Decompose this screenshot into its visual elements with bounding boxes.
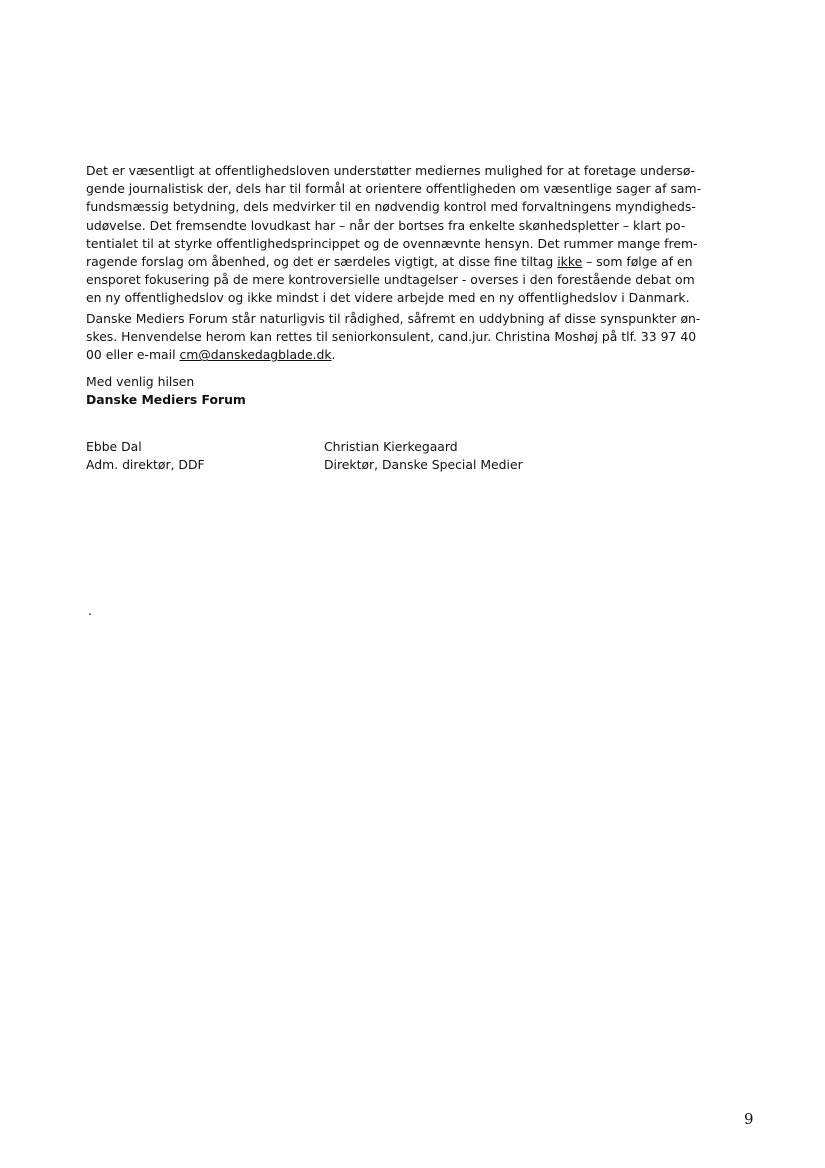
page-number: 9 [744, 1110, 754, 1128]
text-line: fundsmæssig betydning, dels medvirker til en nødvendig kontrol med forvaltningens myndigheds- [86, 199, 696, 215]
signatory-1 [86, 438, 205, 475]
body-paragraph-2 [86, 310, 756, 365]
text-run: . [331, 347, 336, 363]
underlined-word: ikke [557, 254, 583, 270]
text-line: en ny offentlighedslov og ikke mindst i det videre arbejde med en ny offentlighedslov i Danmark. [86, 290, 690, 306]
text-line [86, 346, 756, 364]
text-line: tentialet til at styrke offentlighedsprincippet og de ovennævnte hensyn. Det rummer mange frem- [86, 235, 698, 251]
email-link[interactable]: cm@danskedagblade.dk [179, 347, 332, 363]
text-run: 00 eller e-mail [86, 347, 180, 363]
stray-mark: . [88, 604, 92, 618]
organization-name: Danske Mediers Forum [86, 392, 246, 408]
signatory-name: Ebbe Dal [86, 439, 142, 454]
signatory-title: Adm. direktør, DDF [86, 457, 205, 473]
text-run: – som følge af en [582, 254, 693, 270]
text-line: gende journalistisk der, dels har til formål at orientere offentligheden om væsentlige sager af sam- [86, 181, 702, 197]
closing-block [86, 373, 246, 410]
text-line: Danske Mediers Forum står naturligvis til rådighed, såfremt en uddybning af disse synspunkter øn- [86, 311, 701, 326]
text-line: ensporet fokusering på de mere kontroversielle undtagelser - overses i den forestående debat om [86, 272, 695, 288]
text-line: Det er væsentligt at offentlighedsloven understøtter mediernes mulighed for at foretage undersø- [86, 163, 695, 178]
text-line [86, 253, 756, 271]
signatory-2 [324, 438, 523, 475]
closing-greeting: Med venlig hilsen [86, 374, 195, 389]
body-paragraph-1 [86, 162, 756, 308]
text-run: ragende forslag om åbenhed, og det er særdeles vigtigt, at disse fine tiltag [86, 254, 558, 270]
text-line: skes. Henvendelse herom kan rettes til seniorkonsulent, cand.jur. Christina Moshøj på tlf. 33 97 40 [86, 329, 697, 345]
text-line: udøvelse. Det fremsendte lovudkast har – når der bortses fra enkelte skønhedspletter – klart po- [86, 217, 686, 233]
signatory-name: Christian Kierkegaard [324, 439, 458, 454]
signatory-title: Direktør, Danske Special Medier [324, 457, 523, 473]
